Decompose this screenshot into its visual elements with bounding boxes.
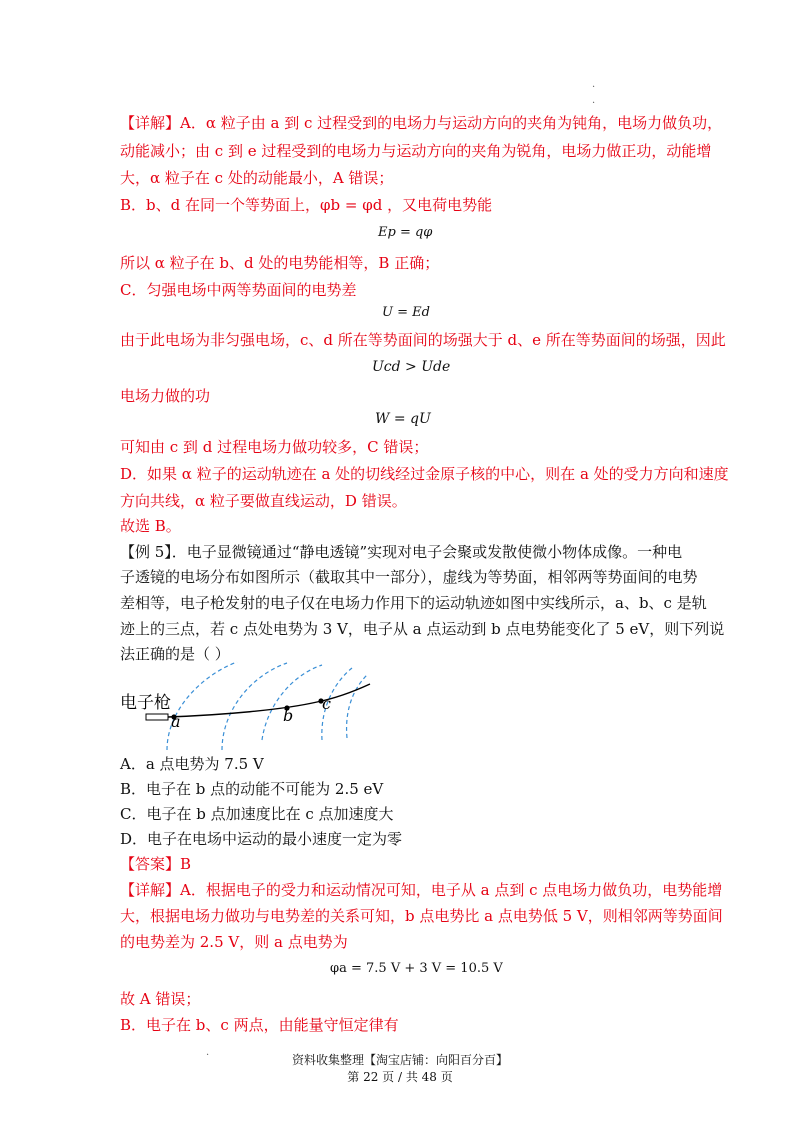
equipotential-line <box>222 663 287 750</box>
problem-line: 子透镜的电场分布如图所示（截取其中一部分），虚线为等势面，相邻两等势面间的电势 <box>120 568 698 586</box>
scan-mark: · <box>206 1050 210 1061</box>
footer-source: 资料收集整理【淘宝店铺：向阳百分百】 <box>291 1053 508 1067</box>
electron-gun-barrel <box>146 714 168 720</box>
equipotential-line <box>347 675 367 738</box>
explanation-line: 可知由 c 到 d 过程电场力做功较多，C 错误； <box>120 438 429 456</box>
equation: φa = 7.5 V + 3 V = 10.5 V <box>330 961 503 976</box>
point-c-label: c <box>322 694 331 713</box>
equipotential-line <box>167 662 237 750</box>
explanation-line: 电场力做的功 <box>120 387 211 405</box>
scan-mark: · <box>592 98 596 109</box>
problem-line: 迹上的三点，若 c 点处电势为 3 V，电子从 a 点运动到 b 点电势能变化了 5 eV，则下列说 <box>120 620 725 638</box>
explanation-line: 【详解】A．α 粒子由 a 到 c 过程受到的电场力与运动方向的夹角为钝角，电场力做负功， <box>120 114 723 132</box>
problem-line: 法正确的是（ ） <box>120 645 230 663</box>
equation: W = qU <box>375 411 431 427</box>
explanation-line: B．电子在 b、c 两点，由能量守恒定律有 <box>120 1016 399 1034</box>
explanation-line: 【详解】A．根据电子的受力和运动情况可知，电子从 a 点到 c 点电场力做负功，电势能增 <box>120 881 723 899</box>
point-a-label: a <box>171 712 181 731</box>
point-b-label: b <box>283 706 294 725</box>
scan-mark: · <box>592 82 596 93</box>
option-d: D．电子在电场中运动的最小速度一定为零 <box>120 830 403 848</box>
explanation-line: D．如果 α 粒子的运动轨迹在 a 处的切线经过金原子核的中心，则在 a 处的受力方向和速度 <box>120 465 729 483</box>
option-b: B．电子在 b 点的动能不可能为 2.5 eV <box>120 780 384 798</box>
explanation-line: 所以 α 粒子在 b、d 处的电势能相等，B 正确； <box>120 254 440 272</box>
explanation-line: 方向共线，α 粒子要做直线运动，D 错误。 <box>120 492 407 510</box>
problem-line: 差相等，电子枪发射的电子仅在电场力作用下的运动轨迹如图中实线所示，a、b、c 是轨 <box>120 594 707 612</box>
electron-gun-label: 电子枪 <box>120 693 171 713</box>
option-a: A．a 点电势为 7.5 V <box>120 755 264 773</box>
page-number: 第 22 页 / 共 48 页 <box>347 1070 453 1084</box>
answer-line: 【答案】B <box>120 855 192 873</box>
problem-line: 【例 5】．电子显微镜通过“静电透镜”实现对电子会聚或发散使微小物体成像。一种电 <box>120 543 683 561</box>
equipotential-lines <box>167 662 367 750</box>
explanation-line: 的电势差为 2.5 V，则 a 点电势为 <box>120 933 348 951</box>
explanation-line: B．b、d 在同一个等势面上，φb = φd ，又电荷电势能 <box>120 196 493 214</box>
explanation-line: C．匀强电场中两等势面间的电势差 <box>120 281 357 299</box>
explanation-line: 动能减小；由 c 到 e 过程受到的电场力与运动方向的夹角为锐角，电场力做正功，动能增 <box>120 142 712 160</box>
conclusion-line: 故选 B。 <box>120 517 181 535</box>
option-c: C．电子在 b 点加速度比在 c 点加速度大 <box>120 805 394 823</box>
electron-trajectory <box>168 684 370 717</box>
explanation-line: 故 A 错误； <box>120 990 201 1008</box>
explanation-line: 大，根据电场力做功与电势差的关系可知，b 点电势比 a 点电势低 5 V，则相邻两等势面间 <box>120 907 723 925</box>
equation: U = Ed <box>382 305 430 320</box>
explanation-line: 由于此电场为非匀强电场，c、d 所在等势面间的场强大于 d、e 所在等势面间的场强，因此 <box>120 331 726 349</box>
explanation-line: 大，α 粒子在 c 处的动能最小，A 错误； <box>120 169 394 187</box>
equation: Ucd > Ude <box>372 359 451 375</box>
equation: Ep = qφ <box>378 225 433 240</box>
